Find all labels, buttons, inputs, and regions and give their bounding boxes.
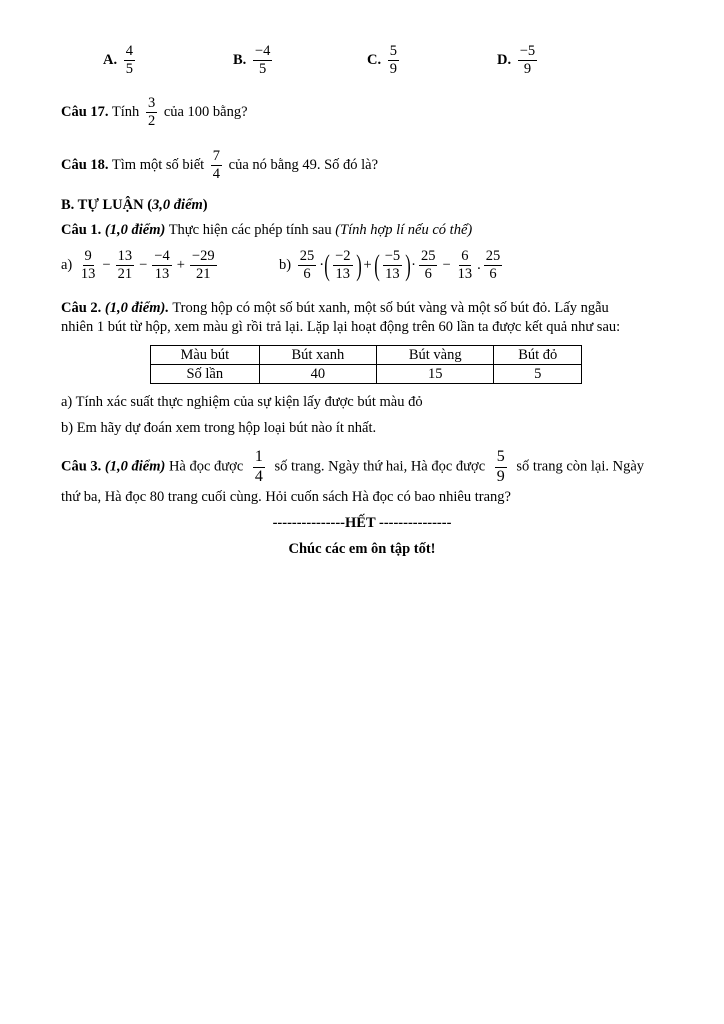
operator: − [139, 257, 148, 274]
fraction [495, 449, 507, 486]
exercise-3-mid: số trang. Ngày thứ hai, Hà đọc được [274, 458, 486, 475]
table-cell: Bút xanh [259, 346, 376, 365]
numerator: 7 [211, 149, 222, 166]
section-b-title-text: B. TỰ LUẬN ( [61, 197, 153, 213]
numerator: −5 [518, 44, 537, 61]
exercise-1 [61, 222, 472, 239]
question-17-pre: Tính [111, 104, 140, 121]
exercise-1a-label: a) [61, 257, 73, 274]
question-18 [61, 149, 378, 182]
numerator: 6 [459, 249, 470, 266]
denominator: 13 [457, 266, 473, 283]
section-b-title [61, 197, 208, 214]
option-d-label: D. [497, 52, 512, 69]
numerator: 3 [146, 96, 157, 113]
section-b-title-end: ) [202, 197, 208, 213]
fraction [253, 449, 265, 486]
fraction [456, 249, 475, 282]
denominator: 13 [80, 266, 96, 283]
exercise-3-line-2: thứ ba, Hà đọc 80 trang cuối cùng. Hỏi cuốn sách Hà đọc có bao nhiêu trang? [61, 489, 511, 505]
results-table [150, 345, 582, 384]
exercise-2a: a) Tính xác suất thực nghiệm của sự kiện lấy được bút màu đỏ [61, 394, 423, 410]
numerator: −29 [190, 249, 217, 266]
numerator: 13 [116, 249, 135, 266]
question-17-fraction [146, 96, 157, 129]
denominator: 13 [154, 266, 170, 283]
denominator: 4 [212, 166, 221, 183]
denominator: 5 [259, 61, 267, 78]
option-d-fraction [518, 44, 537, 77]
exercise-3-post: số trang còn lại. Ngày [516, 458, 645, 475]
option-a-label: A. [103, 52, 118, 69]
operator: + [363, 257, 372, 274]
table-cell: Bút đỏ [494, 346, 582, 365]
left-paren: ( [373, 248, 380, 282]
table-cell: 15 [377, 365, 494, 384]
numerator: −4 [152, 249, 171, 266]
exercise-1b-label: b) [279, 257, 292, 274]
denominator: 9 [496, 467, 505, 485]
denominator: 13 [335, 266, 351, 283]
exercise-2-line-2: nhiên 1 bút từ hộp, xem màu gì rồi trả lại. Lặp lại hoạt động trên 60 lần ta được kết quả như sau: [61, 319, 621, 335]
fraction [419, 249, 438, 282]
option-b [233, 44, 275, 77]
table-cell: 5 [494, 365, 582, 384]
fraction [116, 249, 135, 282]
denominator: 6 [303, 266, 311, 283]
option-b-fraction [253, 44, 272, 77]
exercise-3-pre: Hà đọc được [168, 458, 244, 475]
numerator: 5 [388, 44, 399, 61]
end-marker: ---------------HẾT --------------- [272, 515, 452, 531]
table-cell: Số lần [151, 365, 260, 384]
numerator: 4 [124, 44, 135, 61]
table-header-row [151, 346, 582, 365]
option-c [367, 44, 402, 77]
operator: . [477, 257, 481, 274]
exercise-3-points: (1,0 điểm) [104, 458, 166, 475]
fraction [298, 249, 317, 282]
exercise-2-label: Câu 2. [61, 300, 102, 316]
numerator: 9 [83, 249, 94, 266]
section-b-points: 3,0 điểm [152, 197, 203, 213]
question-18-post: của nó bằng 49. Số đó là? [228, 157, 379, 174]
denominator: 13 [385, 266, 400, 283]
exercise-2b: b) Em hãy dự đoán xem trong hộp loại bút nào ít nhất. [61, 420, 377, 436]
question-18-pre: Tìm một số biết [111, 157, 205, 174]
table-cell: Bút vàng [377, 346, 494, 365]
exercise-1-text: Thực hiện các phép tính sau [168, 222, 332, 238]
exercise-2-text-1: Trong hộp có một số bút xanh, một số bút vàng và một số bút đỏ. Lấy ngẫu [172, 300, 609, 316]
question-17-post: của 100 bằng? [163, 104, 248, 121]
right-paren: ) [405, 248, 411, 282]
numerator: 25 [419, 249, 438, 266]
option-b-label: B. [233, 52, 247, 69]
operator: + [176, 257, 185, 274]
denominator: 9 [523, 61, 532, 78]
exercise-2-line-1 [61, 298, 673, 319]
denominator: 21 [117, 266, 133, 283]
denominator: 4 [254, 467, 263, 485]
table-cell: 40 [259, 365, 376, 384]
question-17 [61, 96, 248, 129]
exercise-1-label: Câu 1. [61, 222, 102, 238]
denominator: 21 [195, 266, 211, 283]
exercise-3-line-1 [61, 449, 644, 486]
option-d [497, 44, 540, 77]
denominator: 6 [489, 266, 497, 283]
option-c-label: C. [367, 52, 382, 69]
operator: − [442, 257, 451, 274]
left-paren: ( [324, 248, 330, 282]
operator: − [102, 257, 111, 274]
option-a-fraction [124, 44, 135, 77]
exercise-1b [279, 249, 505, 282]
numerator: 1 [253, 449, 265, 468]
operator: · [411, 257, 416, 274]
question-17-label: Câu 17. [61, 104, 109, 121]
table-row [151, 365, 582, 384]
numerator: −5 [383, 249, 402, 266]
option-a [103, 44, 138, 77]
numerator: −2 [333, 249, 352, 266]
fraction [190, 249, 217, 282]
denominator: 9 [389, 61, 397, 78]
denominator: 2 [147, 113, 156, 130]
numerator: −4 [253, 44, 272, 61]
fraction [484, 249, 503, 282]
denominator: 6 [424, 266, 432, 283]
numerator: 25 [298, 249, 317, 266]
fraction [383, 249, 402, 282]
numerator: 25 [484, 249, 503, 266]
operator: · [319, 257, 325, 274]
exercise-1a [61, 249, 220, 282]
right-paren: ) [355, 248, 362, 282]
fraction [152, 249, 171, 282]
question-18-label: Câu 18. [61, 157, 109, 174]
table-cell: Màu bút [151, 346, 260, 365]
denominator: 5 [125, 61, 133, 78]
exercise-3-label: Câu 3. [61, 458, 102, 475]
question-18-fraction [211, 149, 222, 182]
exercise-1-points: (1,0 điểm) [104, 222, 166, 238]
closing-message: Chúc các em ôn tập tốt! [288, 541, 436, 557]
fraction [79, 249, 98, 282]
exercise-1-note: (Tính hợp lí nếu có thể) [335, 222, 473, 238]
fraction [333, 249, 352, 282]
exercise-2-points: (1,0 điểm). [104, 300, 169, 316]
option-c-fraction [388, 44, 399, 77]
numerator: 5 [495, 449, 507, 468]
